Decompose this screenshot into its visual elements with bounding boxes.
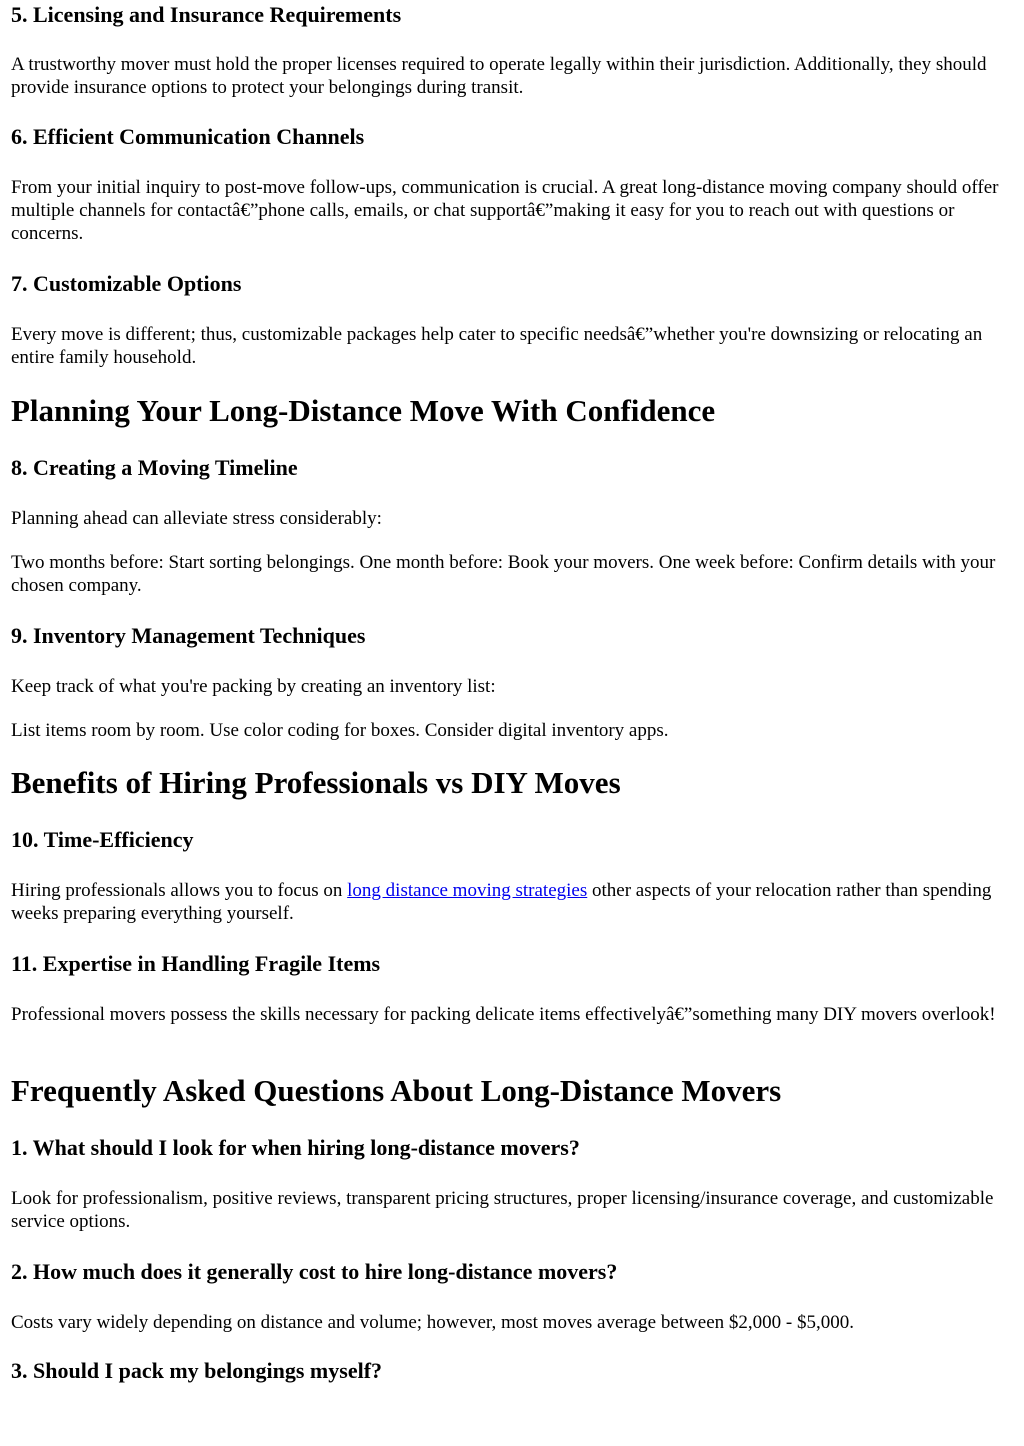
paragraph-inventory-tips: List items room by room. Use color coding for boxes. Consider digital inventory apps.: [11, 720, 669, 741]
paragraph-time-efficiency: [11, 879, 1013, 925]
paragraph-planning-ahead: Planning ahead can alleviate stress considerably:: [11, 508, 382, 529]
faq-question-2: 2. How much does it generally cost to hire long-distance movers?: [11, 1259, 618, 1284]
heading-communication-channels: 6. Efficient Communication Channels: [11, 124, 365, 149]
paragraph-timeline-steps: Two months before: Start sorting belongings. One month before: Book your movers. One week before: Confirm details with your chosen company.: [11, 552, 996, 596]
paragraph-communication-channels: From your initial inquiry to post-move follow-ups, communication is crucial. A great long-distance moving company should offer multiple channels for contactâ€”phone calls, emails, or chat supportâ€”making it easy for you to reach out with questions or concerns.: [11, 177, 999, 244]
faq-answer-2: Costs vary widely depending on distance and volume; however, most moves average between $2,000 - $5,000.: [11, 1312, 854, 1333]
paragraph-text-after-link: other aspects of your relocation rather than spending weeks preparing everything yourself.: [11, 880, 992, 924]
paragraph-licensing-insurance: A trustworthy mover must hold the proper licenses required to operate legally within their jurisdiction. Additionally, they should provide insurance options to protect your belongings during transit.: [11, 54, 987, 98]
faq-answer-1: Look for professionalism, positive reviews, transparent pricing structures, proper licensing/insurance coverage, and customizable service options.: [11, 1188, 994, 1232]
heading-customizable-options: 7. Customizable Options: [11, 271, 242, 296]
paragraph-text-before-link: Hiring professionals allows you to focus on: [11, 880, 348, 901]
heading-inventory-management: 9. Inventory Management Techniques: [11, 623, 366, 648]
faq-question-3: 3. Should I pack my belongings myself?: [11, 1358, 383, 1383]
paragraph-customizable-options: Every move is different; thus, customizable packages help cater to specific needsâ€”whether you're downsizing or relocating an entire family household.: [11, 324, 983, 368]
heading-moving-timeline: 8. Creating a Moving Timeline: [11, 455, 298, 480]
section-heading-planning: Planning Your Long-Distance Move With Confidence: [11, 393, 716, 428]
faq-question-1: 1. What should I look for when hiring long-distance movers?: [11, 1135, 580, 1160]
paragraph-inventory-intro: Keep track of what you're packing by creating an inventory list:: [11, 676, 496, 697]
heading-licensing-insurance: 5. Licensing and Insurance Requirements: [11, 2, 402, 27]
heading-fragile-items: 11. Expertise in Handling Fragile Items: [11, 951, 381, 976]
long-distance-strategies-link[interactable]: long distance moving strategies: [347, 880, 588, 901]
paragraph-fragile-items: Professional movers possess the skills necessary for packing delicate items effectivelyâ€”something many DIY movers overlook!: [11, 1004, 996, 1025]
section-heading-faq: Frequently Asked Questions About Long-Distance Movers: [11, 1073, 782, 1108]
heading-time-efficiency: 10. Time-Efficiency: [11, 827, 194, 852]
section-heading-benefits: Benefits of Hiring Professionals vs DIY Moves: [11, 765, 621, 800]
